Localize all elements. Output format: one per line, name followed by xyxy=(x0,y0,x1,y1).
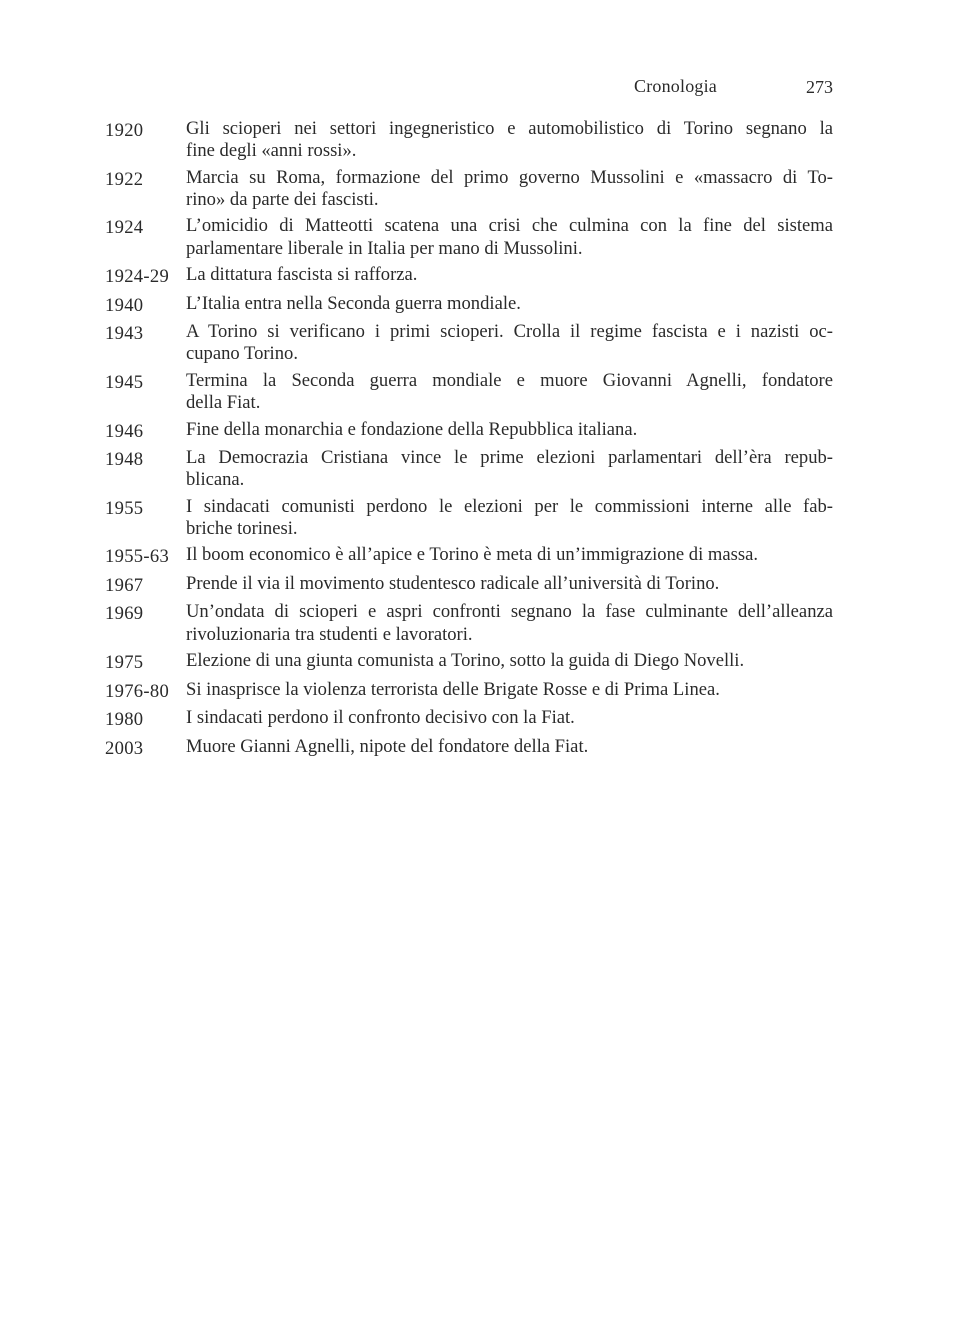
entry-year: 1955-63 xyxy=(105,546,170,568)
entry-text xyxy=(186,293,833,315)
page-number: 273 xyxy=(806,77,833,97)
entry-text xyxy=(186,601,833,645)
entry-year: 1975 xyxy=(105,652,144,674)
entry-text xyxy=(186,370,833,414)
entry-year: 1948 xyxy=(105,449,144,471)
chronology-entry xyxy=(105,264,833,288)
entry-text xyxy=(186,736,833,758)
entry-text-line: della Fiat. xyxy=(186,392,261,414)
entry-text-line: briche torinesi. xyxy=(186,517,298,539)
entry-text xyxy=(186,707,833,729)
entry-year: 1946 xyxy=(105,420,144,442)
entry-text-line: L’omicidio di Matteotti scatena una crisi che culmina con la fine del sistema xyxy=(186,215,833,237)
chronology-entry xyxy=(105,650,833,674)
entry-text-line: Prende il via il movimento studentesco radicale all’università di Torino. xyxy=(186,572,720,594)
entry-text-line: Fine della monarchia e fondazione della Repubblica italiana. xyxy=(186,418,638,440)
entry-text xyxy=(186,650,833,672)
entry-year: 1955 xyxy=(105,497,144,519)
entry-year: 1922 xyxy=(105,168,144,190)
entry-text-line: L’Italia entra nella Seconda guerra mondiale. xyxy=(186,292,521,314)
entry-year: 1945 xyxy=(105,371,144,393)
entry-text xyxy=(186,118,833,162)
section-title: Cronologia xyxy=(634,76,717,96)
entry-text xyxy=(186,447,833,491)
entry-text-line: rivoluzionaria tra studenti e lavoratori. xyxy=(186,623,473,645)
chronology-entry xyxy=(105,601,833,645)
entry-text-line: blicana. xyxy=(186,469,245,491)
entry-text-line: A Torino si verificano i primi scioperi. Crolla il regime fascista e i nazisti oc- xyxy=(186,321,833,343)
entry-year: 1976-80 xyxy=(105,680,170,702)
entry-year: 2003 xyxy=(105,737,144,759)
chronology-entry xyxy=(105,321,833,365)
chronology-entry xyxy=(105,707,833,731)
entry-text xyxy=(186,321,833,365)
entry-year: 1943 xyxy=(105,323,144,345)
chronology-entry xyxy=(105,215,833,259)
entry-text-line: Si inasprisce la violenza terrorista delle Brigate Rosse e di Prima Linea. xyxy=(186,678,720,700)
running-head xyxy=(105,76,833,102)
entry-year: 1969 xyxy=(105,603,144,625)
chronology-entry xyxy=(105,419,833,443)
entry-text-line: Termina la Seconda guerra mondiale e muore Giovanni Agnelli, fondatore xyxy=(186,369,833,391)
chronology-entry xyxy=(105,736,833,760)
entry-text-line: Elezione di una giunta comunista a Torino, sotto la guida di Diego Novelli. xyxy=(186,650,745,672)
entry-text-line: cupano Torino. xyxy=(186,343,298,365)
entry-text-line: I sindacati perdono il confronto decisivo con la Fiat. xyxy=(186,707,575,729)
entry-year: 1920 xyxy=(105,120,144,141)
chronology-entry xyxy=(105,447,833,491)
entry-text-line: fine degli «anni rossi». xyxy=(186,140,357,162)
chronology-entry xyxy=(105,496,833,540)
entry-text xyxy=(186,573,833,595)
entry-text-line: La dittatura fascista si rafforza. xyxy=(186,264,418,286)
entry-text-line: Gli scioperi nei settori ingegneristico e automobilistico di Torino segnano la xyxy=(186,118,833,139)
entry-year: 1967 xyxy=(105,574,144,596)
chronology-entry xyxy=(105,544,833,568)
entry-text-line: La Democrazia Cristiana vince le prime elezioni parlamentari dell’èra repub- xyxy=(186,447,833,469)
entry-text-line: rino» da parte dei fascisti. xyxy=(186,188,379,210)
chronology-entry xyxy=(105,573,833,597)
entry-text-line: I sindacati comunisti perdono le elezioni per le commissioni interne alle fab- xyxy=(186,495,833,517)
entry-text-line: parlamentare liberale in Italia per mano di Mussolini. xyxy=(186,237,583,259)
entry-text xyxy=(186,264,833,286)
entry-year: 1940 xyxy=(105,294,144,316)
entry-text xyxy=(186,679,833,701)
entry-text xyxy=(186,496,833,540)
entry-text xyxy=(186,167,833,211)
entry-text-line: Un’ondata di scioperi e aspri confronti segnano la fase culminante dell’alleanza xyxy=(186,601,833,623)
entry-year: 1980 xyxy=(105,709,144,731)
chronology-entry xyxy=(105,167,833,211)
entry-text xyxy=(186,419,833,441)
entry-text-line: Muore Gianni Agnelli, nipote del fondatore della Fiat. xyxy=(186,735,589,757)
entry-text-line: Marcia su Roma, formazione del primo governo Mussolini e «massacro di To- xyxy=(186,166,833,188)
entry-text xyxy=(186,544,833,566)
chronology-entry xyxy=(105,679,833,703)
chronology-entry xyxy=(105,118,833,162)
entry-text-line: Il boom economico è all’apice e Torino è meta di un’immigrazione di massa. xyxy=(186,544,758,566)
entry-year: 1924 xyxy=(105,217,144,239)
entry-text xyxy=(186,215,833,259)
chronology-entry xyxy=(105,370,833,414)
chronology-list xyxy=(105,118,833,764)
entry-year: 1924-29 xyxy=(105,266,170,288)
chronology-entry xyxy=(105,293,833,317)
